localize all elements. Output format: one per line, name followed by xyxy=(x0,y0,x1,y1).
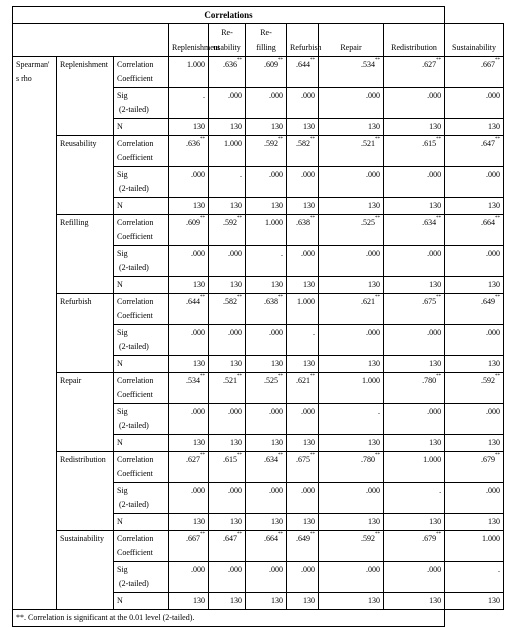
sig-value: .000 xyxy=(319,562,384,593)
sig-value: .000 xyxy=(445,88,504,119)
correlation-value: .621** xyxy=(287,373,319,404)
sig-value: . xyxy=(445,562,504,593)
sig-value: .000 xyxy=(319,325,384,356)
correlation-value: 1.000 xyxy=(287,294,319,325)
sig-value: .000 xyxy=(169,562,209,593)
method-label: Spearman' s rho xyxy=(13,57,57,610)
correlation-value: 1.000 xyxy=(209,136,246,167)
n-value: 130 xyxy=(169,435,209,452)
sig-value: .000 xyxy=(246,325,287,356)
sig-value: . xyxy=(384,483,445,514)
significance-marker: ** xyxy=(375,216,380,221)
stat-label-correlation: Correlation Coefficient xyxy=(114,294,169,325)
n-value: 130 xyxy=(319,119,384,136)
table-row xyxy=(13,136,504,167)
n-value: 130 xyxy=(209,198,246,215)
table-row xyxy=(13,452,504,483)
significance-marker: ** xyxy=(375,453,380,458)
correlation-value: .634** xyxy=(246,452,287,483)
correlation-value: .592** xyxy=(319,531,384,562)
n-value: 130 xyxy=(246,198,287,215)
correlation-value: .582** xyxy=(209,294,246,325)
n-value: 130 xyxy=(445,356,504,373)
table-row xyxy=(13,373,504,404)
correlations-table xyxy=(12,6,504,627)
row-variable-name: Redistribution xyxy=(57,452,114,531)
stat-label-correlation: Correlation Coefficient xyxy=(114,531,169,562)
sig-value: .000 xyxy=(246,167,287,198)
n-value: 130 xyxy=(246,277,287,294)
stat-label-sig: Sig (2-tailed) xyxy=(114,562,169,593)
sig-value: .000 xyxy=(445,325,504,356)
significance-marker: ** xyxy=(278,532,283,537)
sig-value: .000 xyxy=(445,246,504,277)
stat-label-correlation: Correlation Coefficient xyxy=(114,136,169,167)
significance-marker: ** xyxy=(495,453,500,458)
n-value: 130 xyxy=(246,356,287,373)
sig-value: .000 xyxy=(246,483,287,514)
table-row xyxy=(13,294,504,325)
n-value: 130 xyxy=(169,119,209,136)
footnote: **. Correlation is significant at the 0.01 level (2-tailed). xyxy=(13,610,445,627)
significance-marker: ** xyxy=(200,216,205,221)
n-value: 130 xyxy=(319,277,384,294)
significance-marker: ** xyxy=(436,216,442,221)
stat-label-sig: Sig (2-tailed) xyxy=(114,246,169,277)
correlation-value: .644** xyxy=(169,294,209,325)
sig-value: .000 xyxy=(384,167,445,198)
row-variable-name: Repair xyxy=(57,373,114,452)
stat-label-correlation: Correlation Coefficient xyxy=(114,373,169,404)
correlation-value: .679** xyxy=(384,531,445,562)
significance-marker: ** xyxy=(495,137,500,142)
correlation-value: .647** xyxy=(209,531,246,562)
sig-value: .000 xyxy=(287,483,319,514)
sig-value: .000 xyxy=(209,88,246,119)
sig-value: .000 xyxy=(287,404,319,435)
significance-marker: ** xyxy=(375,137,380,142)
n-value: 130 xyxy=(445,198,504,215)
correlation-value: .627** xyxy=(169,452,209,483)
significance-marker: ** xyxy=(237,295,242,300)
n-value: 130 xyxy=(445,514,504,531)
stat-label-n: N xyxy=(114,198,169,215)
correlation-value: .644** xyxy=(287,57,319,88)
significance-marker: ** xyxy=(278,58,283,63)
correlation-value: .534** xyxy=(169,373,209,404)
sig-value: .000 xyxy=(384,88,445,119)
row-variable-name: Sustainability xyxy=(57,531,114,610)
n-value: 130 xyxy=(287,119,319,136)
n-value: 130 xyxy=(319,593,384,610)
sig-value: .000 xyxy=(169,404,209,435)
significance-marker: ** xyxy=(436,58,442,63)
correlation-value: .592** xyxy=(445,373,504,404)
correlation-value: .780** xyxy=(319,452,384,483)
significance-marker: ** xyxy=(237,532,242,537)
sig-value: .000 xyxy=(209,325,246,356)
footnote-row xyxy=(13,610,504,627)
correlation-value: 1.000 xyxy=(246,215,287,246)
n-value: 130 xyxy=(319,356,384,373)
correlation-value: .675** xyxy=(287,452,319,483)
sig-value: . xyxy=(246,246,287,277)
n-value: 130 xyxy=(246,119,287,136)
sig-value: .000 xyxy=(169,167,209,198)
correlation-value: .582** xyxy=(287,136,319,167)
sig-value: .000 xyxy=(384,246,445,277)
significance-marker: ** xyxy=(310,58,315,63)
significance-marker: ** xyxy=(200,374,205,379)
correlation-value: .634** xyxy=(384,215,445,246)
sig-value: .000 xyxy=(246,562,287,593)
sig-value: .000 xyxy=(384,562,445,593)
row-variable-name: Replenishment xyxy=(57,57,114,136)
stat-label-n: N xyxy=(114,119,169,136)
correlation-value: 1.000 xyxy=(319,373,384,404)
significance-marker: ** xyxy=(495,58,500,63)
correlation-value: .627** xyxy=(384,57,445,88)
sig-value: .000 xyxy=(169,246,209,277)
stat-label-sig: Sig (2-tailed) xyxy=(114,88,169,119)
stat-label-n: N xyxy=(114,435,169,452)
row-variable-name: Refilling xyxy=(57,215,114,294)
correlation-value: 1.000 xyxy=(384,452,445,483)
n-value: 130 xyxy=(246,514,287,531)
column-header-row xyxy=(13,24,504,57)
significance-marker: ** xyxy=(200,453,205,458)
correlation-value: .609** xyxy=(246,57,287,88)
n-value: 130 xyxy=(169,277,209,294)
significance-marker: ** xyxy=(310,453,315,458)
correlation-value: .638** xyxy=(246,294,287,325)
n-value: 130 xyxy=(209,277,246,294)
correlation-value: .667** xyxy=(169,531,209,562)
n-value: 130 xyxy=(169,514,209,531)
significance-marker: ** xyxy=(278,295,283,300)
n-value: 130 xyxy=(287,356,319,373)
correlation-value: 1.000 xyxy=(169,57,209,88)
n-value: 130 xyxy=(445,435,504,452)
stat-label-n: N xyxy=(114,514,169,531)
column-header: Re- usability xyxy=(209,24,246,57)
column-header: Redistribution xyxy=(384,24,445,57)
correlation-value: .649** xyxy=(287,531,319,562)
significance-marker: ** xyxy=(237,374,242,379)
correlation-value: .621** xyxy=(319,294,384,325)
n-value: 130 xyxy=(319,198,384,215)
significance-marker: ** xyxy=(278,374,283,379)
sig-value: .000 xyxy=(246,404,287,435)
sig-value: .000 xyxy=(319,167,384,198)
correlation-value: .592** xyxy=(209,215,246,246)
column-header: Replenishment xyxy=(169,24,209,57)
n-value: 130 xyxy=(169,593,209,610)
column-header: Sustainability xyxy=(445,24,504,57)
n-value: 130 xyxy=(319,514,384,531)
significance-marker: ** xyxy=(310,137,315,142)
n-value: 130 xyxy=(384,435,445,452)
sig-value: .000 xyxy=(445,167,504,198)
n-value: 130 xyxy=(445,119,504,136)
n-value: 130 xyxy=(287,198,319,215)
significance-marker: ** xyxy=(436,295,442,300)
sig-value: .000 xyxy=(287,88,319,119)
sig-value: . xyxy=(319,404,384,435)
significance-marker: ** xyxy=(495,295,500,300)
stat-label-n: N xyxy=(114,593,169,610)
sig-value: .000 xyxy=(209,404,246,435)
n-value: 130 xyxy=(169,198,209,215)
significance-marker: ** xyxy=(436,137,442,142)
significance-marker: ** xyxy=(200,295,205,300)
sig-value: . xyxy=(287,325,319,356)
correlation-value: .675** xyxy=(384,294,445,325)
sig-value: .000 xyxy=(319,88,384,119)
stat-label-n: N xyxy=(114,277,169,294)
correlation-value: .667** xyxy=(445,57,504,88)
table-row xyxy=(13,215,504,246)
sig-value: .000 xyxy=(169,325,209,356)
column-header: Refurbish xyxy=(287,24,319,57)
sig-value: .000 xyxy=(445,404,504,435)
n-value: 130 xyxy=(287,277,319,294)
significance-marker: ** xyxy=(436,532,442,537)
column-header: Repair xyxy=(319,24,384,57)
correlations-table-container xyxy=(12,6,504,627)
n-value: 130 xyxy=(209,593,246,610)
stat-label-correlation: Correlation Coefficient xyxy=(114,215,169,246)
n-value: 130 xyxy=(384,277,445,294)
correlation-value: .525** xyxy=(246,373,287,404)
row-variable-name: Reusability xyxy=(57,136,114,215)
n-value: 130 xyxy=(384,119,445,136)
correlation-value: .780** xyxy=(384,373,445,404)
significance-marker: ** xyxy=(200,137,205,142)
correlation-value: .664** xyxy=(246,531,287,562)
significance-marker: ** xyxy=(278,137,283,142)
stat-label-correlation: Correlation Coefficient xyxy=(114,452,169,483)
n-value: 130 xyxy=(209,356,246,373)
significance-marker: ** xyxy=(495,374,500,379)
correlation-value: .609** xyxy=(169,215,209,246)
n-value: 130 xyxy=(384,593,445,610)
correlation-value: .647** xyxy=(445,136,504,167)
significance-marker: ** xyxy=(375,295,380,300)
correlation-value: .521** xyxy=(319,136,384,167)
significance-marker: ** xyxy=(495,216,500,221)
sig-value: .000 xyxy=(445,483,504,514)
significance-marker: ** xyxy=(310,532,315,537)
correlation-value: .649** xyxy=(445,294,504,325)
correlation-value: .636** xyxy=(209,57,246,88)
correlation-value: .638** xyxy=(287,215,319,246)
significance-marker: ** xyxy=(375,58,380,63)
n-value: 130 xyxy=(209,514,246,531)
header-corner xyxy=(13,24,169,57)
sig-value: .000 xyxy=(319,246,384,277)
n-value: 130 xyxy=(246,435,287,452)
significance-marker: ** xyxy=(237,216,242,221)
table-row xyxy=(13,531,504,562)
significance-marker: ** xyxy=(310,216,315,221)
correlation-value: .592** xyxy=(246,136,287,167)
correlation-value: .534** xyxy=(319,57,384,88)
n-value: 130 xyxy=(209,119,246,136)
n-value: 130 xyxy=(287,435,319,452)
stat-label-sig: Sig (2-tailed) xyxy=(114,404,169,435)
significance-marker: ** xyxy=(278,453,283,458)
row-variable-name: Refurbish xyxy=(57,294,114,373)
sig-value: . xyxy=(209,167,246,198)
column-header: Re- filling xyxy=(246,24,287,57)
stat-label-correlation: Correlation Coefficient xyxy=(114,57,169,88)
significance-marker: ** xyxy=(310,374,315,379)
significance-marker: ** xyxy=(200,532,205,537)
correlation-value: .615** xyxy=(209,452,246,483)
stat-label-n: N xyxy=(114,356,169,373)
correlation-value: .615** xyxy=(384,136,445,167)
sig-value: .000 xyxy=(169,483,209,514)
n-value: 130 xyxy=(209,435,246,452)
n-value: 130 xyxy=(445,593,504,610)
correlation-value: .525** xyxy=(319,215,384,246)
significance-marker: ** xyxy=(375,532,380,537)
correlation-value: 1.000 xyxy=(445,531,504,562)
n-value: 130 xyxy=(319,435,384,452)
n-value: 130 xyxy=(384,514,445,531)
sig-value: .000 xyxy=(319,483,384,514)
significance-marker: ** xyxy=(237,58,242,63)
table-row xyxy=(13,57,504,88)
sig-value: .000 xyxy=(246,88,287,119)
n-value: 130 xyxy=(445,277,504,294)
sig-value: .000 xyxy=(209,483,246,514)
sig-value: .000 xyxy=(287,246,319,277)
stat-label-sig: Sig (2-tailed) xyxy=(114,483,169,514)
n-value: 130 xyxy=(287,514,319,531)
sig-value: .000 xyxy=(209,562,246,593)
sig-value: .000 xyxy=(384,404,445,435)
sig-value: . xyxy=(169,88,209,119)
table-title: Correlations xyxy=(13,7,445,24)
correlation-value: .521** xyxy=(209,373,246,404)
n-value: 130 xyxy=(384,356,445,373)
correlation-value: .664** xyxy=(445,215,504,246)
n-value: 130 xyxy=(246,593,287,610)
stat-label-sig: Sig (2-tailed) xyxy=(114,325,169,356)
n-value: 130 xyxy=(384,198,445,215)
sig-value: .000 xyxy=(209,246,246,277)
correlation-value: .636** xyxy=(169,136,209,167)
correlation-value: .679** xyxy=(445,452,504,483)
sig-value: .000 xyxy=(384,325,445,356)
n-value: 130 xyxy=(287,593,319,610)
n-value: 130 xyxy=(169,356,209,373)
significance-marker: ** xyxy=(436,374,442,379)
sig-value: .000 xyxy=(287,167,319,198)
stat-label-sig: Sig (2-tailed) xyxy=(114,167,169,198)
table-body xyxy=(13,57,504,627)
sig-value: .000 xyxy=(287,562,319,593)
significance-marker: ** xyxy=(237,453,242,458)
